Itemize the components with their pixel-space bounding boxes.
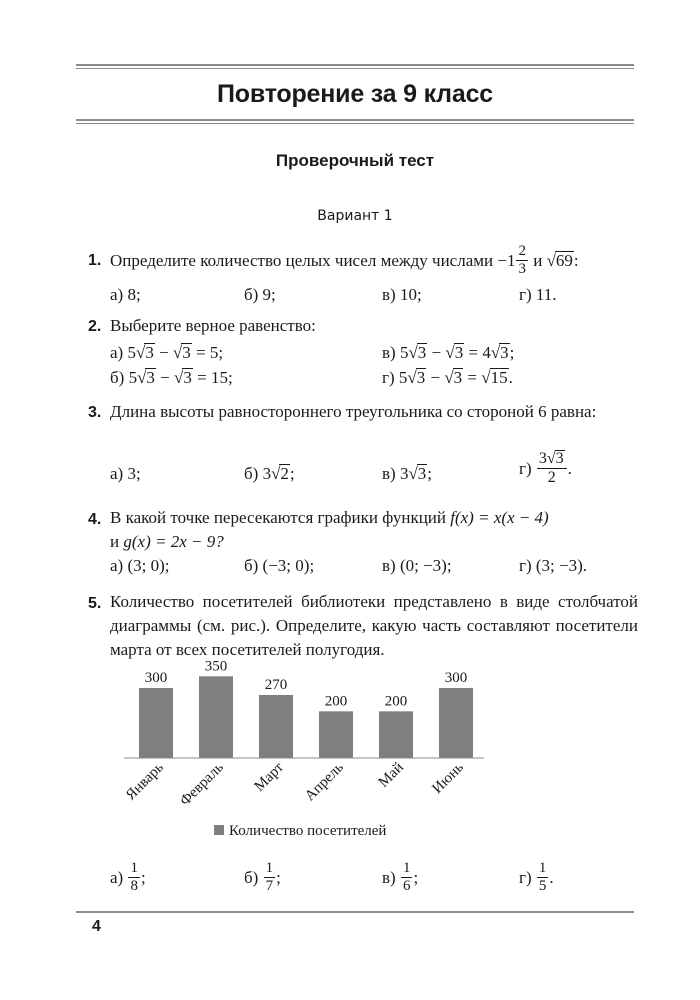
bar-3: [259, 695, 293, 758]
question-3-number: 3.: [88, 404, 102, 421]
question-4-line-1: В какой точке пересекаются графики функций f(x) = x(x − 4): [110, 508, 549, 527]
page-title: Повторение за 9 класс: [217, 80, 493, 108]
q5-option-a: а) $\frac{1}{8}$ ;: [110, 860, 146, 895]
q4-option-g: г) (3; −3).: [519, 556, 588, 575]
category-label-6: Июнь: [429, 759, 467, 797]
question-5-number: 5.: [88, 595, 102, 612]
q2-option-v: в) 5√3 − √3 = 4√3;: [382, 343, 515, 362]
mixed-number-whole: −1: [497, 250, 516, 270]
question-4-number: 4.: [88, 511, 102, 528]
fraction-denominator: 3: [518, 261, 526, 278]
q1-option-a: а) 8;: [110, 285, 141, 304]
q5-option-v: в) $\frac{1}{6}$ ;: [382, 860, 419, 895]
q5-option-g: г) $\frac{1}{5}$ .: [519, 860, 554, 895]
q4-option-b: б) (−3; 0);: [244, 556, 315, 575]
variant-label: Вариант 1: [317, 208, 393, 224]
data-label-4: 200: [324, 693, 348, 710]
q5-option-b: б) $\frac{1}{7}$ ;: [244, 860, 281, 895]
q2-option-b: б) 5√3 − √3 = 15;: [110, 368, 233, 387]
question-1-text: [110, 243, 579, 279]
question-1-number: 1.: [88, 252, 102, 269]
legend-label: Количество посетителей: [229, 823, 387, 839]
q3-option-b: б) 3√2;: [244, 464, 295, 483]
question-2-number: 2.: [88, 318, 102, 335]
q3-option-a: а) 3;: [110, 464, 141, 483]
q1-option-b: б) 9;: [244, 285, 276, 304]
data-label-1: 300: [144, 670, 168, 686]
question-5-text: Количество посетителей библиотеки представлено в виде столбчатой диаграммы (см. рис.). Определите, какую часть составляют посетители марта от всех посетителей полугодия.: [110, 592, 638, 659]
data-label-6: 300: [444, 670, 468, 686]
q4-option-a: а) (3; 0);: [110, 556, 170, 575]
q1-option-v: в) 10;: [382, 285, 422, 304]
footer-rule: [76, 911, 634, 913]
bar-2: [199, 676, 233, 758]
q2-option-g: г) 5√3 − √3 = √15.: [382, 368, 513, 387]
bar-4: [319, 711, 353, 758]
category-label-4: Апрель: [302, 759, 347, 805]
question-4-line-2: и g(x) = 2x − 9?: [110, 532, 224, 551]
q3-option-g: г) $\frac{3√3}{2}$ .: [519, 450, 572, 487]
top-rule-thin: [76, 68, 634, 69]
q1-option-g: г) 11.: [519, 285, 557, 304]
legend-swatch: [214, 825, 224, 835]
question-3-text: Длина высоты равностороннего треугольника со стороной 6 равна:: [110, 402, 597, 421]
data-label-5: 200: [384, 693, 408, 710]
q4-option-v: в) (0; −3);: [382, 556, 452, 575]
function-f: f(x) = x(x − 4): [450, 508, 549, 527]
fraction: $\frac{3√3}{2}$: [537, 450, 567, 488]
test-title: Проверочный тест: [275, 151, 435, 170]
top-rule-thick: [76, 64, 634, 66]
data-label-3: 270: [264, 677, 288, 693]
data-label-2: 350: [204, 660, 228, 675]
category-label-1: Январь: [123, 759, 167, 804]
conjunction: и: [533, 250, 543, 270]
question-1-colon: :: [573, 250, 579, 270]
bar-1: [139, 688, 173, 758]
radicand: 69: [555, 250, 573, 270]
sqrt-69: √69: [546, 250, 573, 270]
function-g: g(x) = 2x − 9?: [123, 532, 224, 551]
category-label-3: Март: [251, 759, 287, 795]
question-2-text: Выберите верное равенство:: [110, 316, 316, 335]
q2-option-a: а) 5√3 − √3 = 5;: [110, 343, 224, 362]
visitors-bar-chart: [96, 660, 516, 850]
q3-option-v: в) 3√3;: [382, 464, 433, 483]
bar-6: [439, 688, 473, 758]
category-label-2: Февраль: [177, 759, 227, 810]
category-label-5: Май: [375, 759, 407, 791]
mixed-number-fraction: [516, 243, 528, 279]
title-rule-thin: [76, 123, 634, 124]
title-rule-thick: [76, 119, 634, 121]
page-number: 4: [92, 918, 101, 935]
bar-5: [379, 711, 413, 758]
question-1-stem: Определите количество целых чисел между числами: [110, 250, 494, 270]
fraction-numerator: 2: [516, 243, 528, 261]
